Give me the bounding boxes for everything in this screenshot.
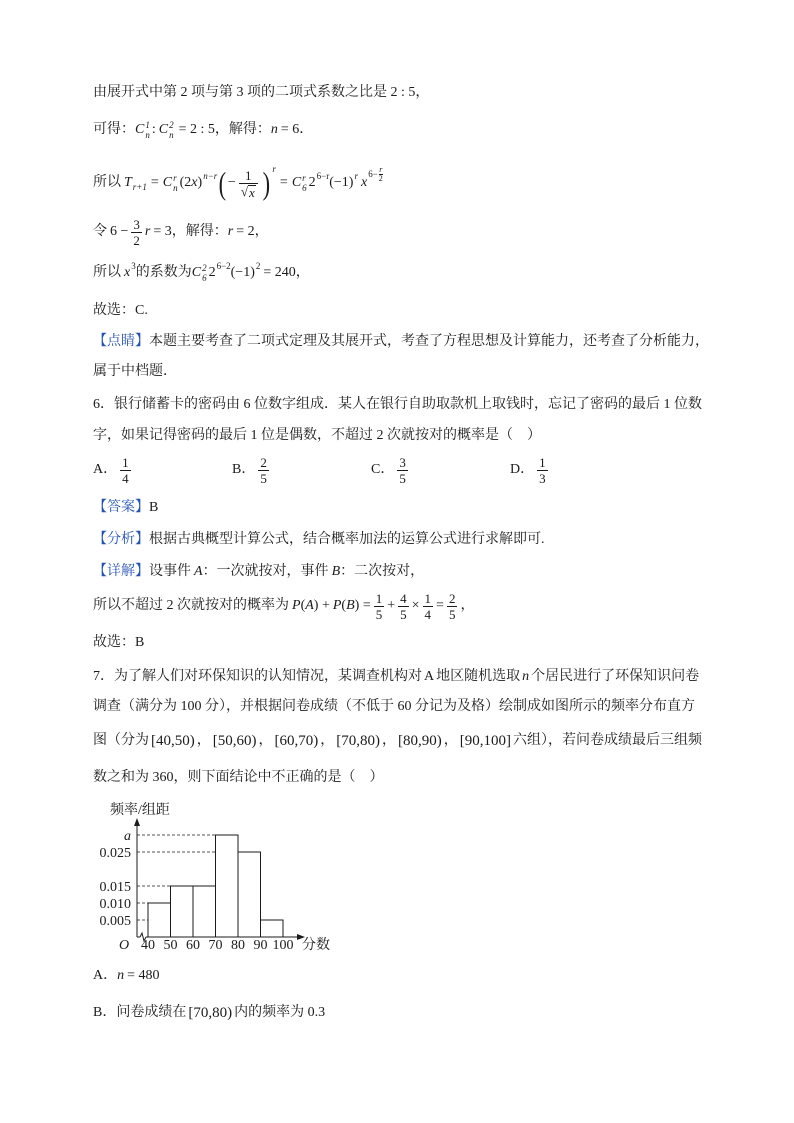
superscript: 1	[145, 120, 150, 130]
fraction	[131, 217, 142, 248]
q7-option-a	[93, 966, 160, 986]
analysis-tag: 【分析】	[93, 532, 149, 547]
superscript: n−r	[203, 171, 218, 181]
separator: ，	[382, 733, 396, 748]
x-tick-label: 40	[141, 938, 155, 953]
y-tick-label: 0.025	[99, 846, 131, 861]
x-axis-label: 分数	[302, 938, 330, 953]
detail-tag: 【详解】	[93, 564, 149, 579]
combination-indices	[173, 173, 178, 193]
big-paren: )	[262, 165, 270, 201]
frequency-histogram	[90, 795, 350, 960]
denominator: 5	[448, 606, 456, 622]
probability-symbol: P	[332, 598, 342, 613]
interval: [90,100]	[459, 733, 511, 749]
exponent-fraction	[379, 166, 383, 183]
option-value: = 480	[127, 968, 160, 983]
radical-sign: √	[240, 183, 248, 199]
denominator: 2	[378, 173, 383, 183]
combination-symbol: C	[191, 265, 202, 280]
plus-sign: +	[387, 598, 396, 613]
q7-stem-line-1	[93, 667, 699, 687]
paren: (	[300, 598, 306, 613]
choice-line	[93, 301, 148, 321]
text: 内的频率为 0.3	[234, 1005, 326, 1020]
subscript: n	[169, 130, 174, 140]
denominator: 5	[375, 606, 383, 622]
subscript: r+1	[132, 182, 147, 192]
subscript: 6	[202, 273, 207, 283]
q6-options	[93, 454, 649, 486]
subscript: 6	[302, 183, 307, 193]
number: 2	[308, 175, 316, 190]
probability-symbol: P	[292, 598, 301, 613]
text: 调查（满分为 100 分），并根据问卷成绩（不低于 60 分记为及格）绘制成如图所示的频率分布直方	[93, 699, 695, 714]
interval: [40,50)	[151, 733, 195, 749]
y-tick-label: a	[124, 829, 131, 844]
text: 所以不超过 2 次就按对的概率为	[93, 598, 289, 613]
interval: [50,60)	[212, 733, 257, 749]
variable: r	[144, 224, 151, 239]
y-tick-label: 0.010	[99, 897, 131, 912]
fraction	[120, 455, 131, 486]
numerator: 1	[122, 454, 129, 470]
text: 故选：B	[93, 635, 145, 650]
negative-one: (−1)	[230, 265, 255, 280]
text: 6．银行储蓄卡的密码由 6 位数字组成．某人在银行自助取款机上取钱时，忘记了密码的最后 1 位数	[93, 397, 702, 412]
equals-sign: =	[150, 175, 159, 190]
region-label: A	[424, 669, 435, 684]
superscript: 6−2	[216, 261, 231, 271]
numerator: 1	[424, 590, 432, 606]
q7-option-b	[93, 1003, 325, 1023]
denominator: 5	[260, 470, 267, 486]
equation-result: = 240	[263, 265, 296, 280]
option-b	[232, 455, 371, 486]
text: ：二次按对，	[340, 564, 425, 579]
fraction	[398, 591, 409, 622]
fraction	[537, 455, 548, 486]
text: 六组），若问卷成绩最后三组频	[513, 733, 702, 748]
superscript: r	[354, 171, 358, 181]
text: 根据古典概型计算公式，结合概率加法的运算公式进行求解即可.	[149, 532, 545, 547]
q7-stem-line-4	[93, 768, 384, 788]
number: 2	[184, 175, 192, 190]
histogram-bar	[193, 886, 216, 937]
times-sign: ×	[411, 598, 420, 613]
exponent-lead: 6−	[368, 169, 378, 179]
x-tick-label: 90	[253, 938, 268, 953]
denominator: 4	[424, 606, 432, 622]
q6-choice-line	[93, 633, 144, 653]
option-label: D．	[510, 462, 535, 477]
numerator: 3	[133, 216, 140, 232]
paren: (	[341, 598, 347, 613]
superscript: r	[173, 173, 177, 183]
event-symbol: B	[346, 598, 355, 613]
y-axis-arrow	[134, 818, 140, 826]
negative-one: (−1)	[329, 175, 354, 190]
fraction	[397, 455, 408, 486]
text: ，	[254, 224, 269, 239]
text: ．	[299, 122, 314, 137]
histogram-bar	[216, 835, 239, 937]
text: 所以	[93, 175, 121, 190]
ratio-equation-line	[93, 120, 313, 140]
text: 可得：	[93, 122, 135, 137]
big-paren: (	[218, 165, 227, 201]
combination-indices	[202, 263, 207, 283]
event-symbol: B	[331, 564, 341, 579]
detail-line	[93, 562, 424, 582]
superscript: r	[302, 173, 306, 183]
q7-stem-line-3	[93, 731, 702, 751]
superscript: 3	[131, 261, 136, 271]
combination-symbol: C	[162, 175, 173, 190]
text: 令	[93, 224, 107, 239]
text: 的系数为	[135, 265, 192, 280]
expression: 6 −	[110, 224, 129, 239]
text: ，	[460, 598, 475, 613]
fraction	[447, 591, 458, 622]
x-tick-label: 70	[208, 938, 223, 953]
histogram-bar	[261, 920, 284, 937]
operator: ) =	[354, 598, 371, 613]
equation-rhs: = 3	[153, 224, 172, 239]
answer-tag: 【答案】	[93, 500, 149, 515]
minus-sign: −	[227, 175, 236, 190]
histogram-bar	[238, 852, 261, 937]
analysis-line	[93, 530, 545, 550]
combination-indices	[302, 173, 307, 193]
variable: x	[124, 265, 131, 280]
tip-tag: 【点睛】	[93, 334, 149, 349]
combination-symbol: C	[158, 122, 169, 137]
option-label: B．	[232, 462, 256, 477]
number: 2	[208, 265, 216, 280]
fraction	[258, 455, 269, 486]
x-tick-label: 100	[272, 938, 294, 953]
numerator: 1	[375, 590, 383, 606]
variable: x	[361, 175, 368, 190]
ratio-statement	[93, 83, 429, 103]
superscript: 2	[255, 261, 261, 271]
variable: x	[191, 175, 198, 190]
numerator: 2	[448, 590, 456, 606]
operator: ) +	[313, 598, 330, 613]
x-tick-label: 80	[231, 938, 245, 953]
option-label: C．	[371, 462, 395, 477]
equals-sign: =	[279, 175, 288, 190]
histogram-bar	[148, 903, 171, 937]
y-axis-label: 频率/组距	[110, 803, 170, 818]
variable: r	[227, 224, 234, 239]
combination-indices	[169, 120, 174, 140]
text: 属于中档题．	[93, 364, 177, 379]
text: ：一次就按对，事件	[202, 564, 329, 579]
origin-label: O	[118, 938, 130, 953]
equals-sign: =	[436, 598, 444, 613]
option-c	[371, 455, 510, 486]
text: ，	[295, 265, 310, 280]
tip-line-2	[93, 362, 177, 382]
fraction	[239, 168, 258, 199]
variable: n	[270, 122, 278, 137]
answer-value: B	[149, 500, 159, 515]
paren: )	[197, 175, 203, 190]
denominator: 3	[539, 470, 546, 486]
text: 字，如果记得密码的最后 1 位是偶数，不超过 2 次就按对的概率是（ ）	[93, 428, 541, 443]
answer-line	[93, 498, 158, 518]
q6-stem-line-1	[93, 395, 702, 415]
superscript: r	[272, 164, 276, 174]
denominator: 4	[122, 470, 129, 486]
superscript: 6−r	[316, 171, 330, 181]
histogram-bar	[171, 886, 194, 937]
exponent	[368, 166, 383, 183]
subscript: n	[145, 130, 150, 140]
text: ，解得：	[171, 224, 228, 239]
exponent-equation-line	[93, 216, 269, 248]
denominator: 5	[399, 470, 406, 486]
separator: ，	[196, 733, 211, 748]
separator: ，	[320, 733, 335, 748]
text: 由展开式中第 2 项与第 3 项的二项式系数之比是 2 : 5，	[93, 85, 430, 100]
combination-indices	[145, 120, 150, 140]
denominator: 2	[133, 232, 140, 248]
combination-symbol: C	[135, 122, 145, 137]
combination-symbol: C	[291, 175, 302, 190]
x-tick-label: 50	[163, 938, 178, 953]
equation-result: = 6	[280, 122, 300, 137]
option-a	[93, 455, 232, 486]
probability-calculation	[93, 590, 475, 622]
option-label: A．	[93, 968, 118, 983]
equation-result: = 2	[236, 224, 255, 239]
variable: n	[522, 669, 530, 684]
text: 本题主要考查了二项式定理及其展开式，考查了方程思想及计算能力，还考查了分析能力，	[149, 334, 709, 349]
numerator: 1	[539, 454, 546, 470]
numerator: 3	[399, 454, 406, 470]
option-label: A．	[93, 462, 118, 477]
event-symbol: A	[305, 598, 314, 613]
q6-stem-line-2	[93, 426, 541, 446]
interval: [60,70)	[274, 733, 319, 749]
interval: [70,80)	[188, 1005, 233, 1021]
general-term-line	[93, 164, 383, 201]
q7-stem-line-2	[93, 697, 695, 717]
text: 所以	[93, 265, 121, 280]
equation-rhs: = 2 : 5	[178, 122, 215, 137]
y-tick-label: 0.005	[99, 914, 131, 929]
x-tick-label: 60	[186, 938, 200, 953]
denominator: 5	[400, 606, 407, 622]
denominator	[239, 183, 258, 199]
text: 图（分为	[93, 733, 149, 748]
fraction	[374, 591, 385, 622]
radicand: x	[248, 184, 255, 200]
numerator: 2	[260, 454, 267, 470]
interval: [70,80)	[336, 733, 380, 749]
text: B．问卷成绩在	[93, 1005, 187, 1020]
variable: n	[117, 968, 125, 983]
text: 地区随机选取	[436, 669, 521, 684]
option-d	[510, 455, 649, 486]
text: ，解得：	[214, 122, 271, 137]
text: 数之和为 360，则下面结论中不正确的是（ ）	[93, 770, 384, 785]
event-symbol: A	[194, 564, 203, 579]
subscript: n	[173, 183, 178, 193]
text: 设事件	[149, 564, 191, 579]
numerator: 1	[245, 167, 252, 183]
separator: ，	[443, 733, 458, 748]
text: 故选：C.	[93, 303, 148, 318]
numerator: r	[379, 164, 383, 174]
text: 个居民进行了环保知识问卷	[531, 669, 700, 684]
tip-line	[93, 332, 709, 352]
numerator: 4	[400, 590, 407, 606]
separator: ，	[258, 733, 273, 748]
term-symbol: T	[124, 175, 132, 190]
superscript: 2	[169, 120, 174, 130]
text: 7．为了解人们对环保知识的认知情况，某调查机构对	[93, 669, 422, 684]
coefficient-line	[93, 263, 310, 283]
ratio-sign: :	[151, 122, 156, 137]
fraction	[423, 591, 434, 622]
superscript: 2	[202, 263, 207, 273]
interval: [80,90)	[398, 733, 442, 749]
y-tick-label: 0.015	[99, 880, 131, 895]
paren: (	[179, 175, 185, 190]
